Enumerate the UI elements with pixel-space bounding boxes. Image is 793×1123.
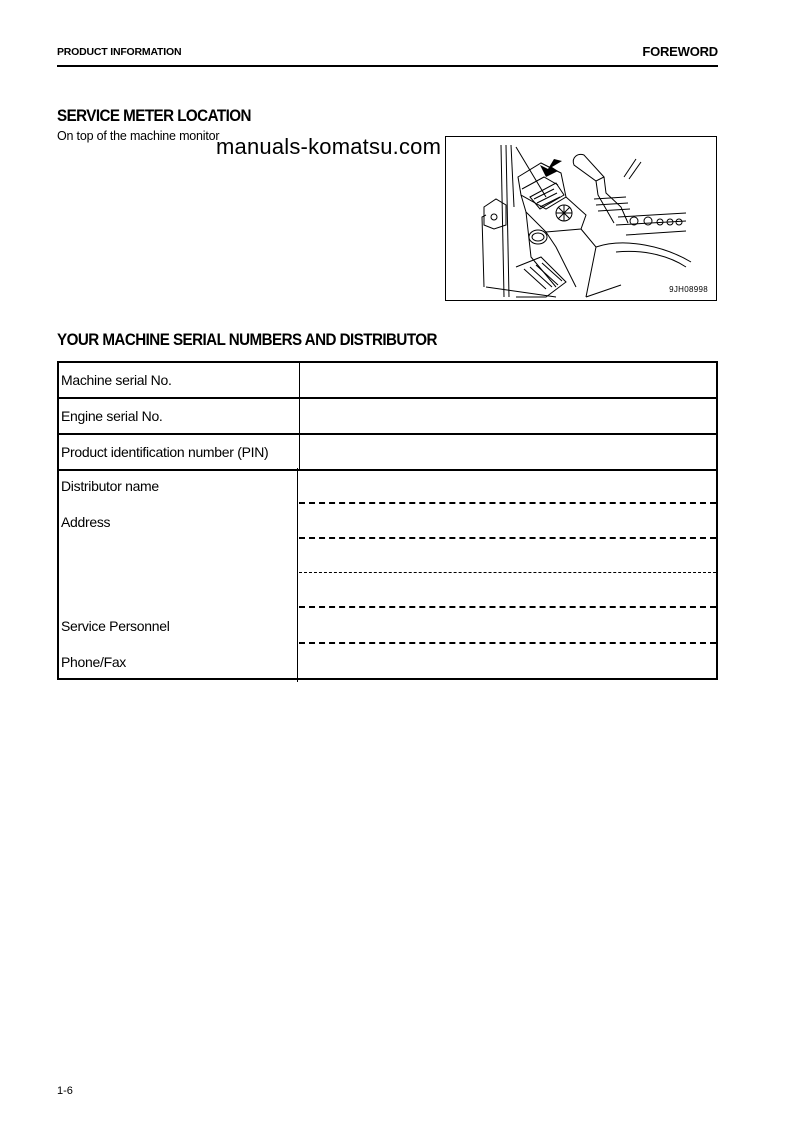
table-row-engine-serial — [58, 398, 717, 434]
figure-code: 9JH08998 — [669, 285, 708, 294]
distributor-name-label: Distributor name — [61, 478, 159, 494]
header-rule — [57, 65, 718, 67]
engine-serial-label: Engine serial No. — [58, 398, 300, 434]
machine-serial-label: Machine serial No. — [58, 362, 300, 398]
address-field-line-2[interactable] — [299, 572, 716, 573]
service-personnel-field-line[interactable] — [299, 642, 716, 644]
service-personnel-label: Service Personnel — [61, 618, 170, 634]
address-field-line-3[interactable] — [299, 606, 716, 608]
address-field-line-1[interactable] — [299, 537, 716, 539]
pin-field[interactable] — [300, 434, 718, 470]
distributor-block — [57, 468, 718, 680]
header-chapter-label: FOREWORD — [642, 44, 718, 59]
pin-label: Product identification number (PIN) — [58, 434, 300, 470]
cab-illustration — [446, 137, 716, 300]
serial-numbers-title: YOUR MACHINE SERIAL NUMBERS AND DISTRIBUTOR — [57, 331, 437, 349]
column-divider — [297, 468, 298, 682]
table-row-pin — [58, 434, 717, 470]
distributor-name-field-line[interactable] — [299, 502, 716, 504]
arrow-indicator-icon — [540, 159, 562, 177]
service-meter-figure — [445, 136, 717, 301]
watermark: manuals-komatsu.com — [216, 134, 442, 159]
header-section-label: PRODUCT INFORMATION — [57, 46, 182, 58]
serial-numbers-table — [57, 361, 718, 471]
address-label: Address — [61, 514, 111, 530]
table-row-machine-serial — [58, 362, 717, 398]
page-number: 1-6 — [57, 1085, 73, 1097]
service-meter-subtitle: On top of the machine monitor — [57, 129, 220, 143]
machine-serial-field[interactable] — [300, 362, 718, 398]
engine-serial-field[interactable] — [300, 398, 718, 434]
service-meter-title: SERVICE METER LOCATION — [57, 107, 251, 125]
phone-fax-label: Phone/Fax — [61, 654, 127, 670]
